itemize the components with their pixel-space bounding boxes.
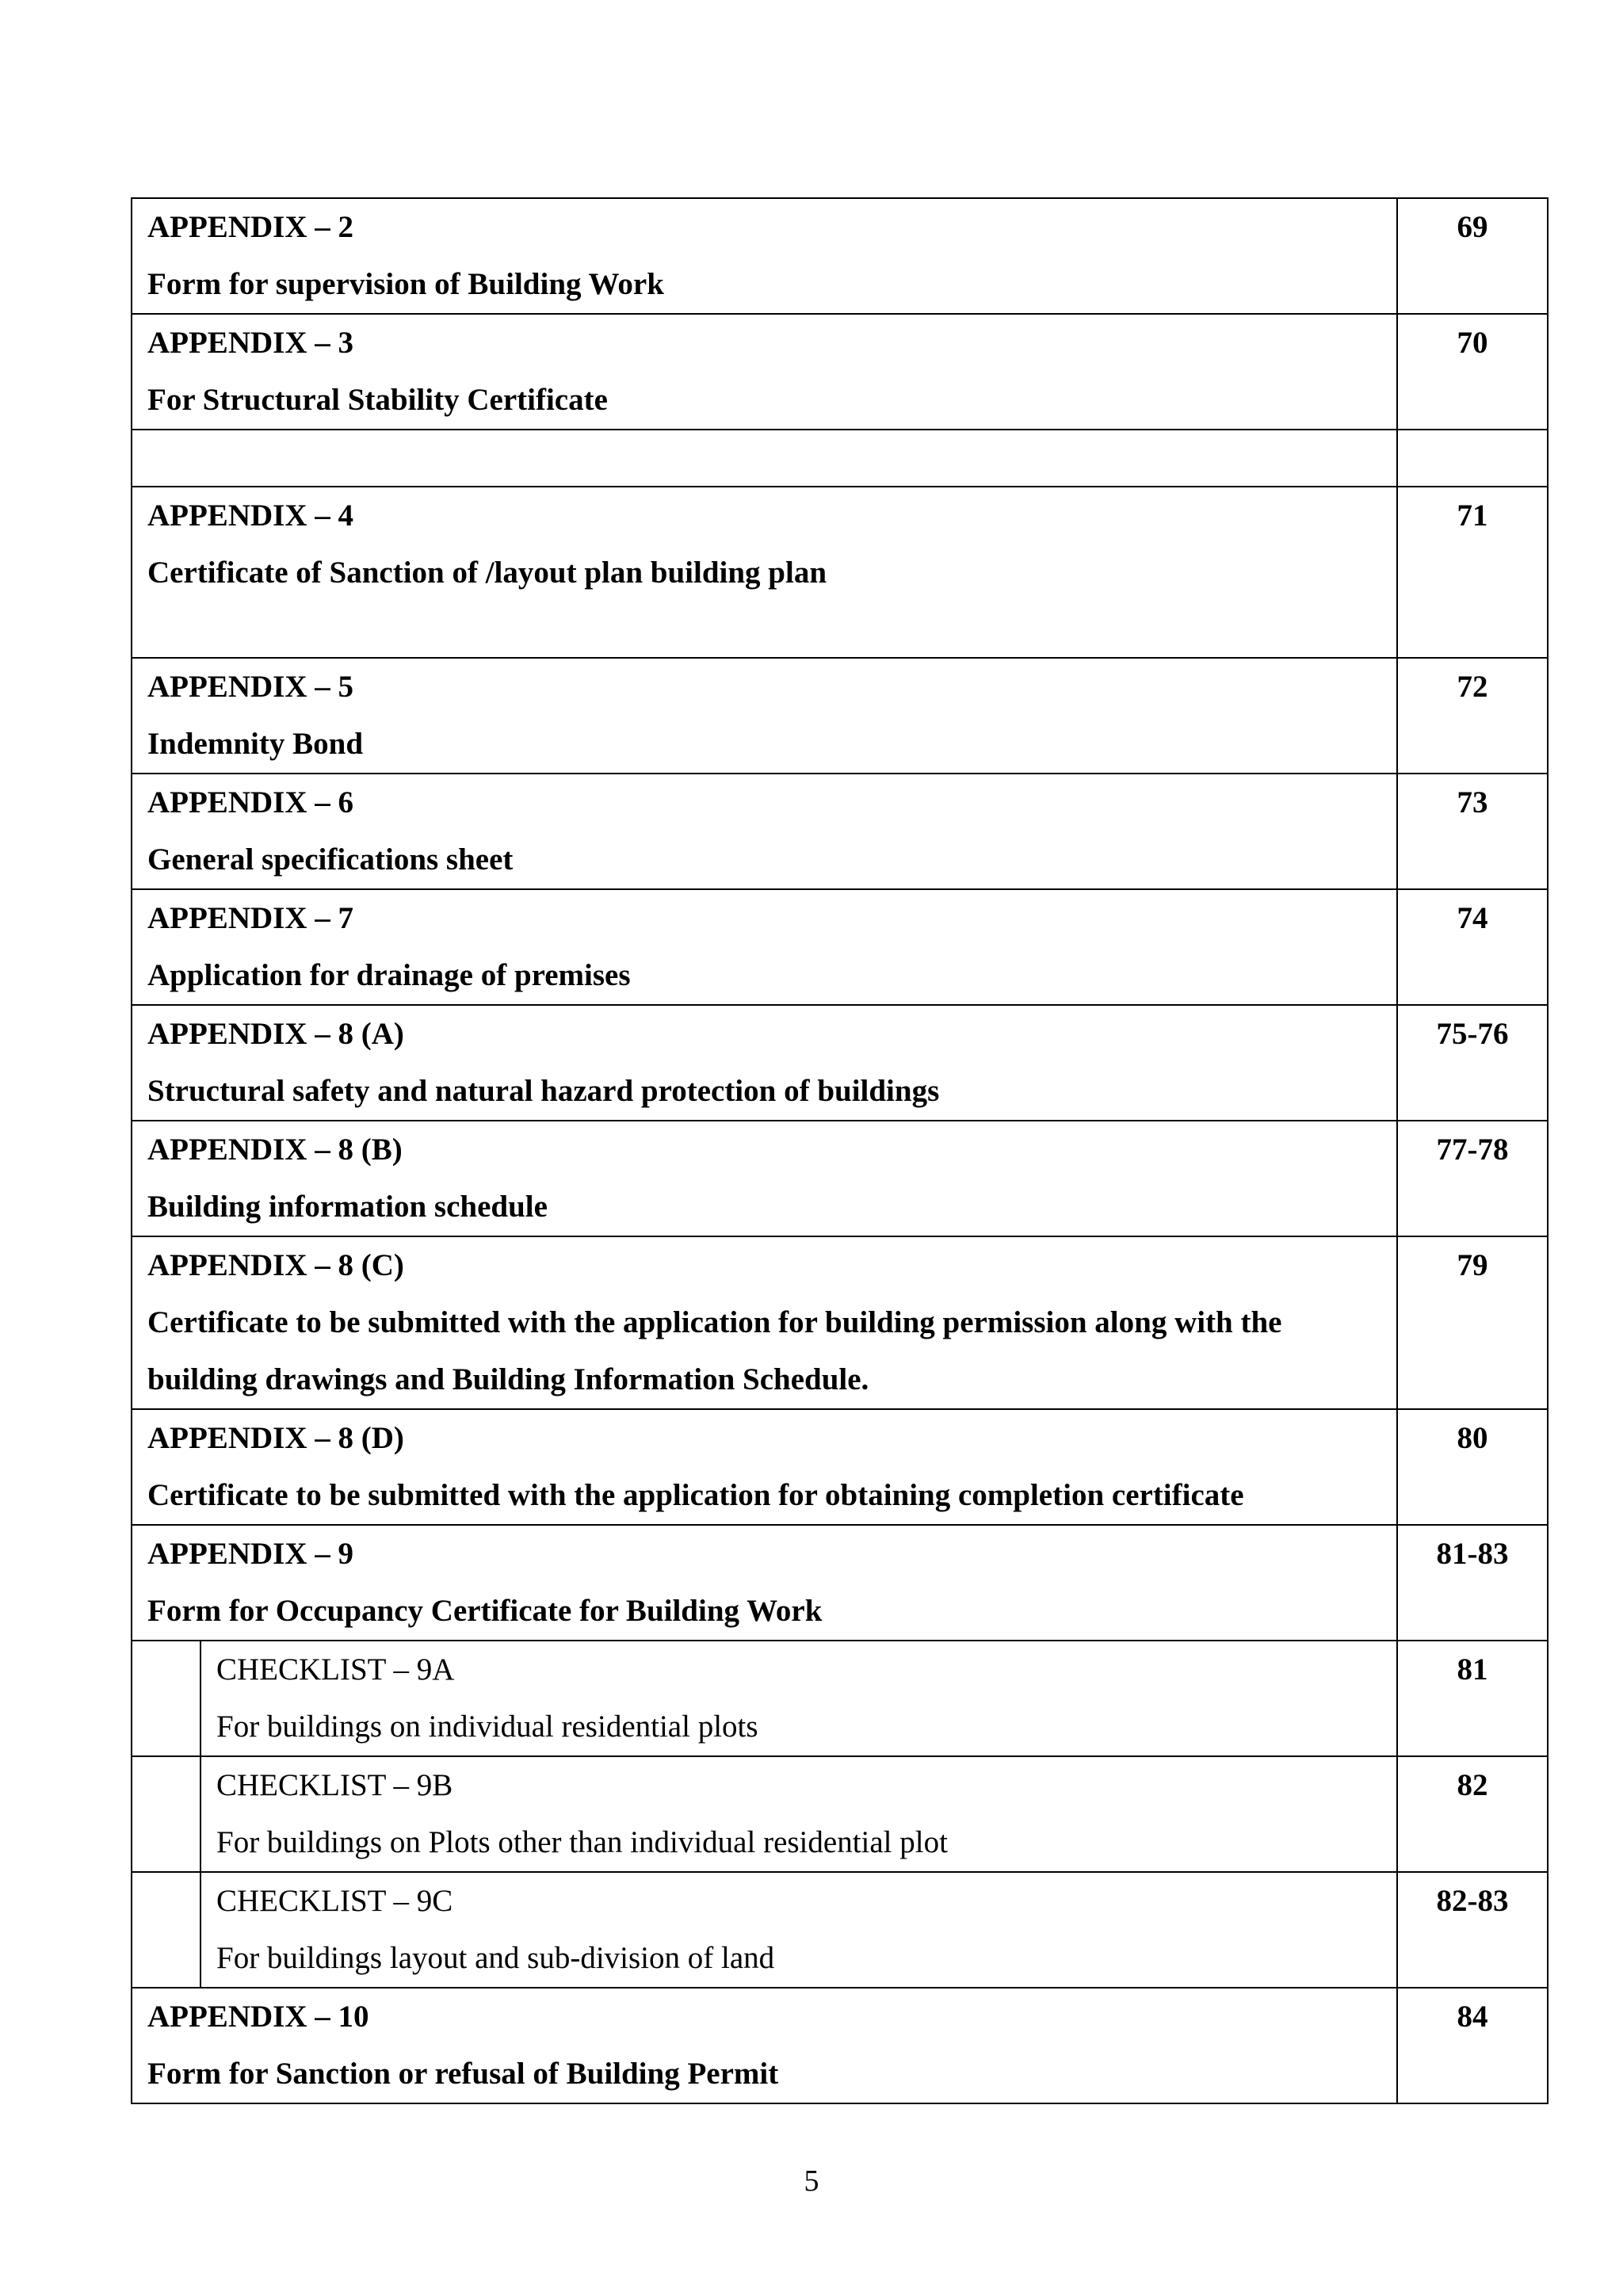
appendix-row bbox=[132, 774, 1548, 889]
entry-title: Certificate of Sanction of /layout plan building plan bbox=[147, 556, 827, 590]
entry-title: For Structural Stability Certificate bbox=[147, 383, 608, 417]
appendix-row bbox=[132, 198, 1548, 314]
entry-page-number: 81-83 bbox=[1397, 1525, 1548, 1641]
appendix-row bbox=[132, 658, 1548, 774]
indent-cell bbox=[132, 1872, 200, 1988]
appendix-row bbox=[132, 1409, 1548, 1525]
appendix-heading: APPENDIX – 8 (D) bbox=[147, 1421, 404, 1455]
entry-title-cell bbox=[132, 774, 1397, 889]
entry-title-cell bbox=[132, 658, 1397, 774]
entry-title: Form for supervision of Building Work bbox=[147, 267, 664, 301]
page-number: 5 bbox=[804, 2164, 819, 2198]
entry-page-number: 79 bbox=[1397, 1236, 1548, 1409]
blank-title-cell bbox=[132, 430, 1397, 487]
indent-cell bbox=[132, 1641, 200, 1756]
checklist-row bbox=[132, 1872, 1548, 1988]
appendix-heading: APPENDIX – 9 bbox=[147, 1537, 353, 1571]
appendix-row bbox=[132, 1121, 1548, 1236]
entry-title-cell bbox=[132, 1525, 1397, 1641]
entry-title: Certificate to be submitted with the application for obtaining completion certificate bbox=[147, 1478, 1244, 1512]
entry-title: Indemnity Bond bbox=[147, 727, 364, 761]
entry-page-number: 69 bbox=[1397, 198, 1548, 314]
entry-page-number: 71 bbox=[1397, 487, 1548, 658]
entry-title: Form for Sanction or refusal of Building Permit bbox=[147, 2057, 779, 2091]
entry-title-cell bbox=[132, 1409, 1397, 1525]
checklist-row bbox=[132, 1756, 1548, 1872]
appendix-row bbox=[132, 1236, 1548, 1409]
entry-title-cell bbox=[132, 1005, 1397, 1121]
entry-title-cell bbox=[200, 1641, 1397, 1756]
appendix-row bbox=[132, 314, 1548, 430]
appendix-row bbox=[132, 1005, 1548, 1121]
entry-title: Building information schedule bbox=[147, 1190, 548, 1224]
entry-title-cell bbox=[132, 487, 1397, 658]
entry-title-line: building drawings and Building Information Schedule. bbox=[147, 1362, 869, 1396]
entry-page-number: 72 bbox=[1397, 658, 1548, 774]
entry-page-number: 75-76 bbox=[1397, 1005, 1548, 1121]
entry-page-number: 84 bbox=[1397, 1988, 1548, 2103]
blank-page-cell bbox=[1397, 430, 1548, 487]
appendix-heading: APPENDIX – 5 bbox=[147, 670, 353, 704]
appendix-heading: APPENDIX – 4 bbox=[147, 499, 353, 533]
appendix-heading: APPENDIX – 10 bbox=[147, 2000, 369, 2034]
appendix-heading: APPENDIX – 8 (C) bbox=[147, 1248, 404, 1282]
entry-title: For buildings on Plots other than individual residential plot bbox=[216, 1825, 948, 1859]
entry-page-number: 74 bbox=[1397, 889, 1548, 1005]
indent-cell bbox=[132, 1756, 200, 1872]
toc-body bbox=[132, 198, 1548, 2103]
entry-page-number: 77-78 bbox=[1397, 1121, 1548, 1236]
appendix-heading: APPENDIX – 8 (A) bbox=[147, 1017, 404, 1051]
checklist-heading: CHECKLIST – 9C bbox=[216, 1884, 453, 1918]
entry-title-cell bbox=[132, 1121, 1397, 1236]
entry-page-number: 81 bbox=[1397, 1641, 1548, 1756]
entry-title-cell bbox=[132, 1988, 1397, 2103]
appendix-row bbox=[132, 889, 1548, 1005]
toc-table bbox=[131, 197, 1549, 2104]
entry-title: For buildings on individual residential plots bbox=[216, 1710, 758, 1744]
entry-title: Application for drainage of premises bbox=[147, 958, 631, 992]
checklist-heading: CHECKLIST – 9A bbox=[216, 1652, 455, 1687]
entry-title-cell bbox=[132, 1236, 1397, 1409]
entry-title-cell bbox=[132, 889, 1397, 1005]
entry-page-number: 70 bbox=[1397, 314, 1548, 430]
entry-title: Structural safety and natural hazard protection of buildings bbox=[147, 1074, 940, 1108]
appendix-heading: APPENDIX – 3 bbox=[147, 326, 353, 360]
entry-title-cell bbox=[200, 1872, 1397, 1988]
appendix-heading: APPENDIX – 8 (B) bbox=[147, 1133, 403, 1167]
appendix-heading: APPENDIX – 6 bbox=[147, 785, 353, 819]
checklist-row bbox=[132, 1641, 1548, 1756]
entry-page-number: 82 bbox=[1397, 1756, 1548, 1872]
entry-title: For buildings layout and sub-division of land bbox=[216, 1941, 775, 1975]
appendix-row bbox=[132, 1988, 1548, 2103]
appendix-row bbox=[132, 487, 1548, 658]
entry-title: General specifications sheet bbox=[147, 842, 514, 877]
entry-page-number: 82-83 bbox=[1397, 1872, 1548, 1988]
entry-title: Form for Occupancy Certificate for Building Work bbox=[147, 1594, 823, 1628]
appendix-row bbox=[132, 1525, 1548, 1641]
appendix-heading: APPENDIX – 2 bbox=[147, 210, 353, 244]
blank-row bbox=[132, 430, 1548, 487]
entry-page-number: 73 bbox=[1397, 774, 1548, 889]
entry-title-cell bbox=[132, 314, 1397, 430]
entry-title-line: Certificate to be submitted with the application for building permission along with the bbox=[147, 1305, 1282, 1339]
entry-page-number: 80 bbox=[1397, 1409, 1548, 1525]
entry-title-cell bbox=[132, 198, 1397, 314]
entry-title-cell bbox=[200, 1756, 1397, 1872]
checklist-heading: CHECKLIST – 9B bbox=[216, 1768, 453, 1802]
appendix-heading: APPENDIX – 7 bbox=[147, 901, 353, 935]
